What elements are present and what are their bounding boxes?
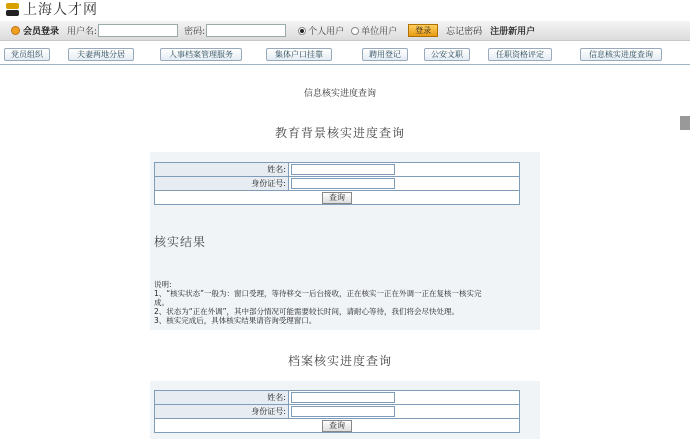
company-user-label: 单位用户: [361, 27, 398, 37]
archive-name-input[interactable]: [291, 392, 395, 403]
password-input[interactable]: [206, 24, 286, 37]
site-name: 上海人才网: [23, 2, 98, 18]
note-line: 1、“核实状态”一般为：窗口受理，等待移交一后台接收，正在核实一正在外调一正在复核一核实完: [154, 289, 482, 298]
form-row-id: [155, 177, 520, 191]
form-row-submit: [155, 191, 520, 205]
username-label: 用户名:: [67, 27, 98, 37]
password-label: 密码:: [184, 27, 206, 37]
forgot-password-link[interactable]: 忘记密码: [446, 27, 483, 37]
form-row-submit: [155, 419, 520, 433]
form-row-name: [155, 163, 520, 177]
page-title: 信息核实进度查询: [303, 89, 376, 99]
result-title: 核实结果: [154, 235, 207, 249]
login-button[interactable]: 登录: [408, 24, 438, 37]
nav-item-police[interactable]: 公安文职: [424, 48, 470, 61]
nav-item-spouse[interactable]: 夫妻两地分居: [68, 48, 134, 61]
scrollbar-thumb[interactable]: [680, 116, 690, 130]
archive-query-button[interactable]: 查询: [322, 420, 352, 432]
archive-name-label: 姓名:: [155, 391, 289, 405]
nav-item-employment[interactable]: 聘用登记: [362, 48, 408, 61]
company-user-radio[interactable]: [351, 27, 359, 35]
form-row-name: [155, 391, 520, 405]
note-line: 3、核实完成后，具体核实结果请咨询受理窗口。: [154, 316, 317, 325]
personal-user-label: 个人用户: [308, 27, 345, 37]
site-logo[interactable]: [6, 0, 98, 18]
login-title: 会员登录: [23, 27, 60, 37]
nav-item-party[interactable]: 党员组织: [4, 48, 50, 61]
education-id-input[interactable]: [291, 178, 395, 189]
education-query-title: 教育背景核实进度查询: [274, 126, 405, 140]
logo-icon: [6, 3, 19, 16]
register-link[interactable]: 注册新用户: [490, 27, 536, 37]
archive-id-label: 身份证号:: [155, 405, 289, 419]
note-line: 2、状态为“正在外调”，其中部分情况可能需要较长时间，请耐心等待，我们将会尽快处理。: [154, 307, 460, 316]
archive-id-input[interactable]: [291, 406, 395, 417]
form-row-id: [155, 405, 520, 419]
nav-item-archive-service[interactable]: 人事档案管理服务: [160, 48, 242, 61]
login-bullet-icon: [11, 26, 20, 35]
archive-query-title: 档案核实进度查询: [287, 354, 392, 368]
main-nav: [0, 48, 690, 62]
nav-divider: [0, 64, 690, 65]
note-line: 说明:: [154, 280, 172, 289]
education-name-label: 姓名:: [155, 163, 289, 177]
note-line: 成。: [154, 298, 169, 307]
nav-item-verification-progress[interactable]: 信息核实进度查询: [580, 48, 662, 61]
login-bar: [0, 21, 690, 41]
education-query-button[interactable]: 查询: [322, 192, 352, 204]
username-input[interactable]: [98, 24, 178, 37]
nav-item-household[interactable]: 集体户口挂靠: [266, 48, 332, 61]
nav-item-qualification[interactable]: 任职资格评定: [488, 48, 552, 61]
personal-user-radio[interactable]: [298, 27, 306, 35]
result-notes: [154, 280, 534, 325]
education-name-input[interactable]: [291, 164, 395, 175]
education-id-label: 身份证号:: [155, 177, 289, 191]
education-query-form: [154, 162, 520, 205]
archive-query-form: [154, 390, 520, 433]
